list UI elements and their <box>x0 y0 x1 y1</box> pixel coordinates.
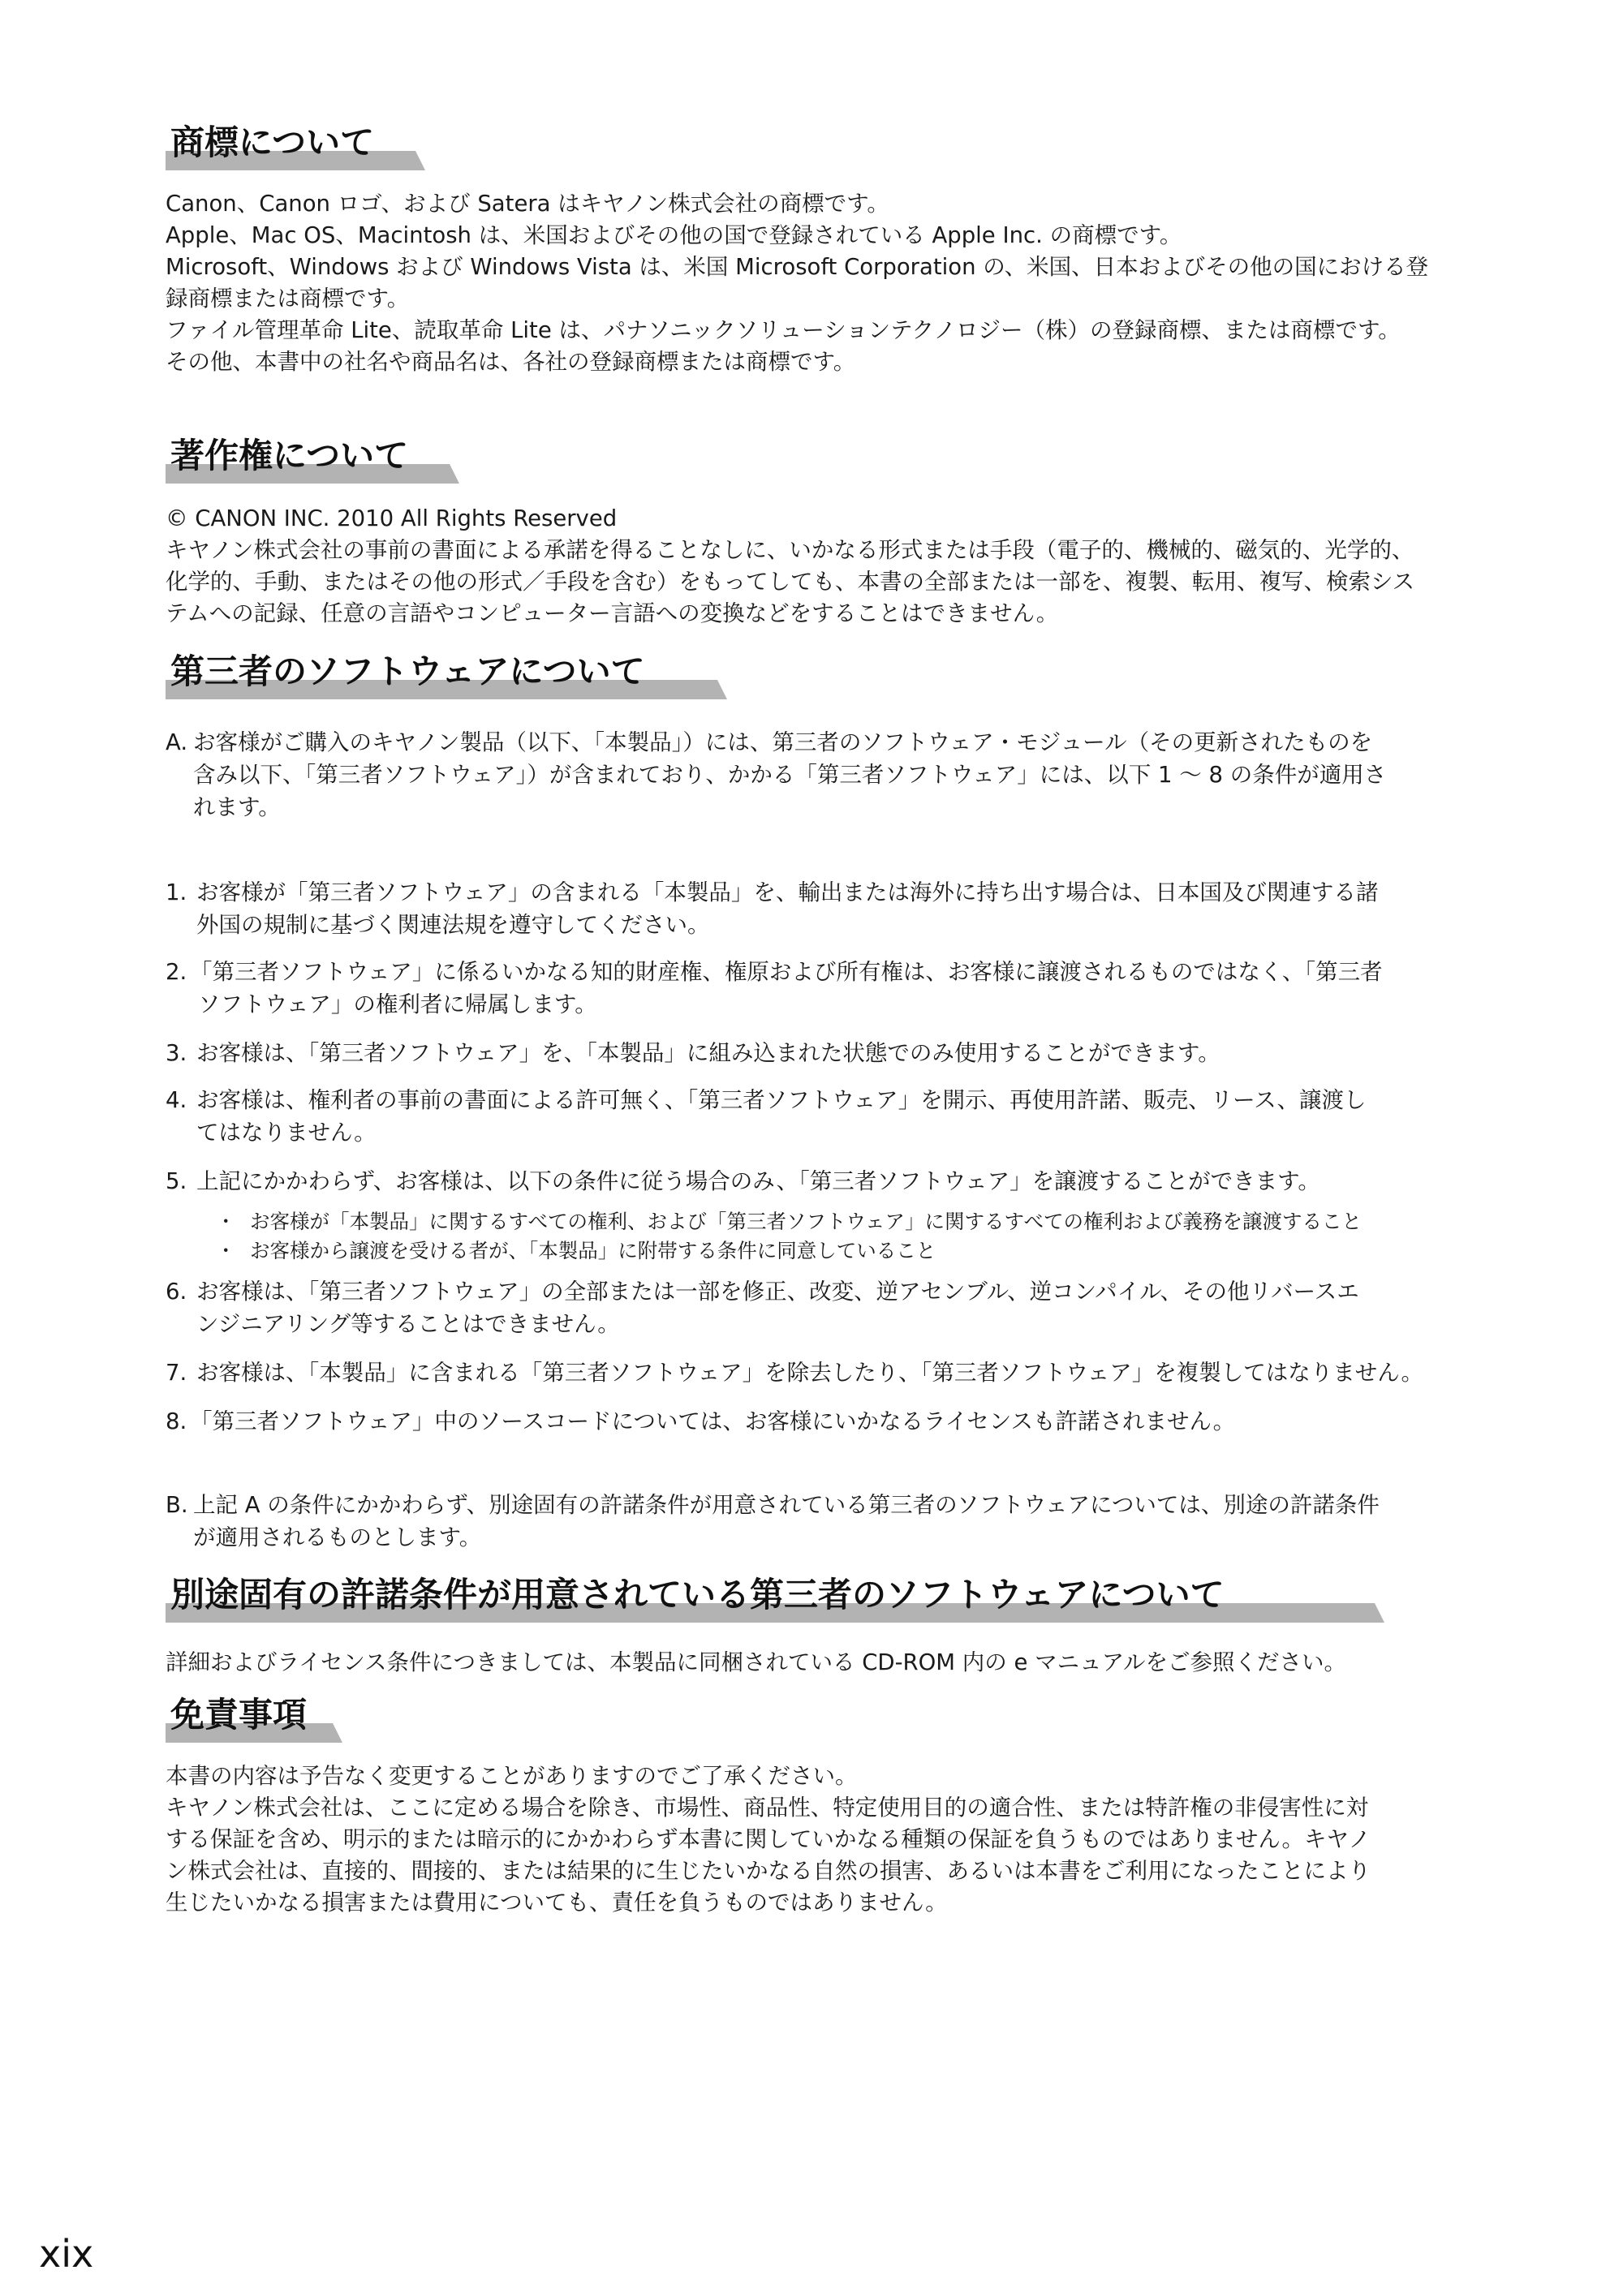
trademarks-text <box>166 188 1529 378</box>
item-line: 上記にかかわらず、お客様は、以下の条件に従う場合のみ、「第三者ソフトウェア」を譲渡することができます。 <box>196 1168 1320 1194</box>
page-number: xix <box>39 2232 94 2276</box>
trademarks-line: ファイル管理革命 Lite、読取革命 Lite は、パナソニックソリューションテクノロジー（株）の登録商標、または商標です。 <box>166 317 1401 343</box>
item-line: 「第三者ソフトウェア」に係るいかなる知的財産権、権原および所有権は、お客様に譲渡されるものではなく、「第三者 <box>190 959 1383 985</box>
copyright-line: © CANON INC. 2010 All Rights Reserved <box>166 505 618 531</box>
bullet-dot: ・ <box>216 1210 236 1233</box>
disclaimer-line: 本書の内容は予告なく変更することがありますのでご了承ください。 <box>166 1763 858 1789</box>
third-party-heading <box>166 649 717 711</box>
separate-license-line: 詳細およびライセンス条件につきましては、本製品に同梱されている CD-ROM 内の e マニュアルをご参照ください。 <box>166 1649 1347 1675</box>
item-number: 3. <box>166 1040 187 1066</box>
disclaimer-title: 免責事項 <box>170 1695 308 1735</box>
separate-license-title: 別途固有の許諾条件が用意されている第三者のソフトウェアについて <box>170 1575 1225 1615</box>
item-number: 8. <box>166 1408 187 1434</box>
disclaimer-line: する保証を含め、明示的または暗示的にかかわらず本書に関していかなる種類の保証を負うものではありません。キヤノ <box>166 1826 1371 1852</box>
trademarks-heading <box>166 120 415 182</box>
item-number: 7. <box>166 1360 187 1386</box>
item-number: 6. <box>166 1279 187 1305</box>
trademarks-line: Apple、Mac OS、Macintosh は、米国およびその他の国で登録されている Apple Inc. の商標です。 <box>166 222 1182 248</box>
third-party-title: 第三者のソフトウェアについて <box>170 651 645 691</box>
separate-license-text <box>166 1647 1529 1679</box>
item-number: 4. <box>166 1087 187 1113</box>
bullet-text: お客様が「本製品」に関するすべての権利、および「第三者ソフトウェア」に関するすべての権利および義務を譲渡すること <box>250 1210 1363 1233</box>
item-line: 外国の規制に基づく関連法規を遵守してください。 <box>196 912 710 938</box>
copyright-line: テムへの記録、任意の言語やコンピューター言語への変換などをすることはできません。 <box>166 600 1059 626</box>
disclaimer-text <box>166 1761 1529 1919</box>
trademarks-line: Canon、Canon ロゴ、および Satera はキヤノン株式会社の商標です。 <box>166 191 889 217</box>
item-line: お客様が「第三者ソフトウェア」の含まれる「本製品」を、輸出または海外に持ち出す場合は、日本国及び関連する諸 <box>196 879 1379 905</box>
copyright-title: 著作権について <box>170 436 409 475</box>
bullet-dot: ・ <box>216 1239 236 1262</box>
item-line: お客様は、「第三者ソフトウェア」を、「本製品」に組み込まれた状態でのみ使用することができます。 <box>196 1040 1220 1066</box>
copyright-line: キヤノン株式会社の事前の書面による承諾を得ることなしに、いかなる形式または手段（電子的、機械的、磁気的、光学的、 <box>166 537 1414 563</box>
item-line: お客様は、権利者の事前の書面による許可無く、「第三者ソフトウェア」を開示、再使用許諾、販売、リース、譲渡し <box>196 1087 1367 1113</box>
disclaimer-heading <box>166 1692 333 1754</box>
trademarks-title: 商標について <box>170 123 375 162</box>
item-line: 「第三者ソフトウェア」中のソースコードについては、お客様にいかなるライセンスも許諾されません。 <box>190 1408 1236 1434</box>
disclaimer-line: ン株式会社は、直接的、間接的、または結果的に生じたいかなる自然の損害、あるいは本書をご利用になったことにより <box>166 1858 1371 1884</box>
trademarks-line: その他、本書中の社名や商品名は、各社の登録商標または商標です。 <box>166 349 856 375</box>
item-number: 2. <box>166 959 187 985</box>
item-line: お客様は、「本製品」に含まれる「第三者ソフトウェア」を除去したり、「第三者ソフトウェア」を複製してはなりません。 <box>196 1360 1423 1386</box>
item-line: てはなりません。 <box>196 1120 377 1146</box>
trademarks-line: Microsoft、Windows および Windows Vista は、米国 Microsoft Corporation の、米国、日本およびその他の国における登 <box>166 254 1429 280</box>
bullet-text: お客様から譲渡を受ける者が、「本製品」に附帯する条件に同意していること <box>250 1239 936 1262</box>
item-number: 1. <box>166 879 187 905</box>
item-number: 5. <box>166 1168 187 1194</box>
separate-license-heading <box>166 1572 1375 1634</box>
clause-a-line: れます。 <box>193 794 281 820</box>
copyright-heading <box>166 433 450 495</box>
copyright-line: 化学的、手動、またはその他の形式／手段を含む）をもってしても、本書の全部または一部を、複製、転用、複写、検索シス <box>166 569 1415 595</box>
disclaimer-line: キヤノン株式会社は、ここに定める場合を除き、市場性、商品性、特定使用目的の適合性、または特許権の非侵害性に対 <box>166 1795 1369 1821</box>
clause-a-line: お客様がご購入のキヤノン製品（以下、「本製品」）には、第三者のソフトウェア・モジュール（その更新されたものを <box>193 729 1373 755</box>
copyright-text <box>166 503 1529 630</box>
disclaimer-line: 生じたいかなる損害または費用についても、責任を負うものではありません。 <box>166 1890 948 1915</box>
item-line: ンジニアリング等することはできません。 <box>196 1311 620 1337</box>
clause-b-line: が適用されるものとします。 <box>193 1524 482 1550</box>
clause-label: A. <box>166 729 188 755</box>
trademarks-line: 録商標または商標です。 <box>166 286 410 312</box>
clause-label: B. <box>166 1492 188 1518</box>
clause-b-line: 上記 A の条件にかかわらず、別途固有の許諾条件が用意されている第三者のソフトウェアについては、別途の許諾条件 <box>193 1492 1380 1518</box>
item-line: ソフトウェア」の権利者に帰属します。 <box>198 991 597 1017</box>
item-line: お客様は、「第三者ソフトウェア」の全部または一部を修正、改変、逆アセンブル、逆コンパイル、その他リバースエ <box>196 1279 1359 1305</box>
clause-a-line: 含み以下、「第三者ソフトウェア」）が含まれており、かかる「第三者ソフトウェア」には、以下 1 ～ 8 の条件が適用さ <box>193 762 1387 788</box>
